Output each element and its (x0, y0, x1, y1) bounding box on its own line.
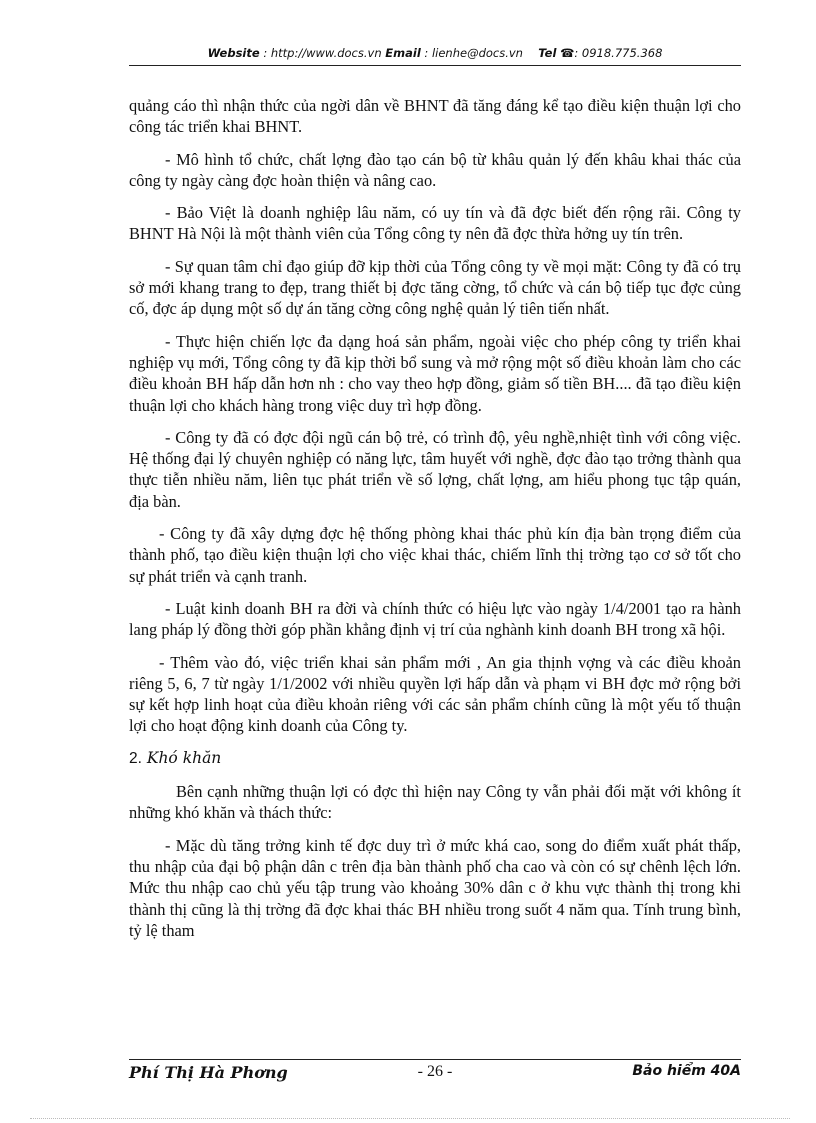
paragraph: - Công ty đã có đợc đội ngũ cán bộ trẻ, có trình độ, yêu nghề,nhiệt tình với công việc. Hệ thống đại lý chuyên nghiệp có năng lực, tâm huyết với nghề, đợc đào tạo trởng thành qua thực tiễn nhiều năm, liên tục phát triển về số lợng, chất lợng, am hiểu phong tục tập quán, địa bàn. (129, 427, 741, 511)
header-rule (129, 65, 741, 66)
paragraph: - Sự quan tâm chỉ đạo giúp đỡ kịp thời của Tổng công ty về mọi mặt: Công ty đã có trụ sở mới khang trang to đẹp, trang thiết bị đợc tăng cờng, tổ chức và cán bộ tiếp tục đợc củng cố, đợc áp dụng một số dự án tăng cờng công nghệ quản lý tiên tiến nhất. (129, 256, 741, 319)
section-heading (129, 748, 741, 769)
page-header (129, 46, 741, 60)
paragraph: - Thực hiện chiến lợc đa dạng hoá sản phẩm, ngoài việc cho phép công ty triển khai nghiệp vụ mới, Tổng công ty đã kịp thời bổ sung và mở rộng một số điều khoản làm cho các điều khoản BH hấp dẫn hơn nh : cho vay theo hợp đồng, giảm số tiền BH.... đã tạo điều kiện thuận lợi cho khách hàng trong việc duy trì hợp đồng. (129, 331, 741, 415)
page-number: - 26 - (417, 1063, 453, 1080)
website-url[interactable]: : http://www.docs.vn (263, 46, 382, 60)
footer-author: Phí Thị Hà Phơng (129, 1063, 288, 1082)
email-label: Email (385, 46, 421, 60)
paragraph: - Công ty đã xây dựng đợc hệ thống phòng khai thác phủ kín địa bàn trọng điểm của thành phố, tạo điều kiện thuận lợi cho việc khai thác, chiếm lĩnh thị trờng tạo cơ sở tốt cho sự phát triển và cạnh tranh. (129, 524, 741, 586)
paragraph: - Luật kinh doanh BH ra đời và chính thức có hiệu lực vào ngày 1/4/2001 tạo ra hành lang pháp lý đồng thời góp phần khẳng định vị trí của nghành kinh doanh BH trong xã hội. (129, 598, 741, 640)
paragraph: quảng cáo thì nhận thức của ngời dân về BHNT đã tăng đáng kể tạo điều kiện thuận lợi cho công tác triển khai BHNT. (129, 96, 741, 137)
paragraph: - Mô hình tổ chức, chất lợng đào tạo cán bộ từ khâu quản lý đến khâu khai thác của công ty ngày càng đợc hoàn thiện và nâng cao. (129, 149, 741, 190)
page-edge-divider (30, 1118, 790, 1119)
paragraph: Bên cạnh những thuận lợi có đợc thì hiện nay Công ty vẫn phải đối mặt với không ít những khó khăn và thách thức: (129, 782, 741, 823)
website-label: Website (207, 46, 260, 60)
tel-label: Tel (538, 46, 557, 60)
paragraph: - Mặc dù tăng trởng kinh tế đợc duy trì ở mức khá cao, song do điểm xuất phát thấp, thu nhập của đại bộ phận dân c trên địa bàn thành phố cha cao và còn có sự chênh lệch lớn. Mức thu nhập cao chủ yếu tập trung vào khoảng 30% dân c ở khu vực thành thị trong khi thành thị cũng là thị trờng đã đợc khai thác BH nhiều trong suốt 4 năm qua. Tính trung bình, tỷ lệ tham (129, 835, 741, 940)
email-address[interactable]: : lienhe@docs.vn (424, 46, 523, 60)
paragraph: - Thêm vào đó, việc triển khai sản phẩm mới , An gia thịnh vợng và các điều khoản riêng 5, 6, 7 từ ngày 1/1/2002 với nhiều quyền lợi hấp dẫn và phạm vi BH đợc mở rộng bởi sự kết hợp linh hoạt của điều khoản riêng với các sản phẩm chính cũng là một yếu tố thuận lợi cho hoạt động kinh doanh của Công ty. (129, 652, 741, 736)
paragraph: - Bảo Việt là doanh nghiệp lâu năm, có uy tín và đã đợc biết đến rộng rãi. Công ty BHNT Hà Nội là một thành viên của Tổng công ty nên đã đợc thừa hởng uy tín trên. (129, 203, 741, 244)
section-number: 2. (129, 749, 142, 767)
body-text (129, 95, 741, 952)
footer-course: Bảo hiểm 40A (632, 1063, 741, 1079)
footer-rule (129, 1059, 741, 1060)
tel-number: ☎: 0918.775.368 (560, 46, 663, 60)
page-footer (129, 1063, 741, 1087)
section-title: Khó khăn (146, 748, 222, 767)
